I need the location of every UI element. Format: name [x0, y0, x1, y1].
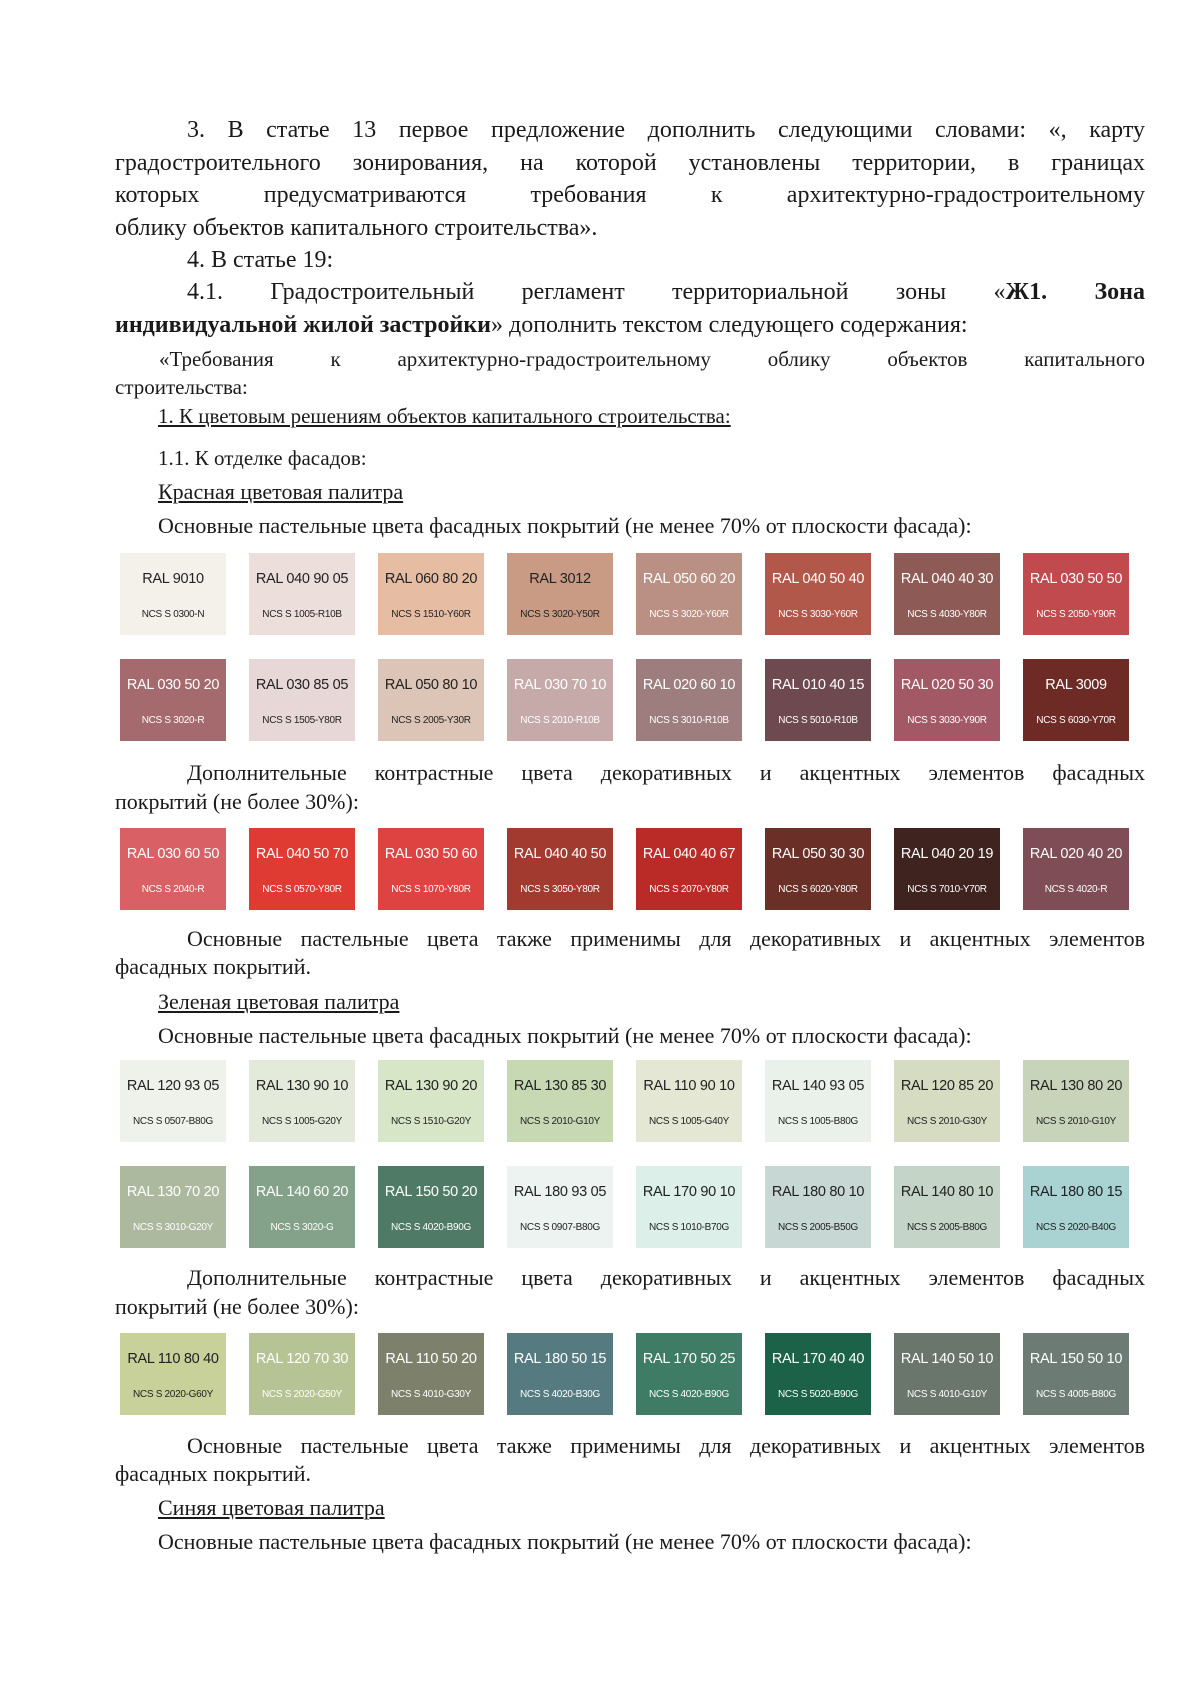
color-swatch	[1023, 659, 1129, 741]
paragraph-line: покрытий (не более 30%):	[115, 1294, 359, 1319]
ncs-code: NCS S 4020-B30G	[520, 1389, 600, 1400]
color-swatch	[894, 828, 1000, 910]
ncs-code: NCS S 1510-G20Y	[391, 1116, 471, 1127]
paragraph-line: Дополнительные контрастные цвета декоративных и акцентных элементов фасадных	[187, 1265, 1145, 1290]
ncs-code: NCS S 2010-G10Y	[520, 1116, 600, 1127]
ncs-code: NCS S 3050-Y80R	[520, 884, 600, 895]
ral-code: RAL 170 90 10	[642, 1184, 736, 1200]
paragraph-line: облику объектов капитального строительства».	[115, 215, 598, 241]
color-swatch	[894, 1333, 1000, 1415]
paragraph-line: 3. В статье 13 первое предложение дополнить следующими словами: «, карту	[187, 117, 1145, 143]
color-swatch	[378, 1333, 484, 1415]
ral-code: RAL 050 60 20	[642, 571, 736, 587]
ral-code: RAL 040 40 30	[900, 571, 994, 587]
ral-code: RAL 110 90 10	[643, 1078, 735, 1094]
color-swatch	[1023, 1166, 1129, 1248]
ral-code: RAL 170 50 25	[642, 1351, 736, 1367]
color-swatch	[249, 1333, 355, 1415]
green-main-palette-row-1	[120, 1060, 1140, 1142]
paragraph-line: Основные пастельные цвета фасадных покрытий (не менее 70% от плоскости фасада):	[158, 1529, 972, 1554]
ral-code: RAL 9010	[142, 571, 204, 587]
ral-code: RAL 040 90 05	[255, 571, 349, 587]
paragraph-line: градостроительного зонирования, на которой установлены территории, в границах	[115, 150, 1145, 176]
ncs-code: NCS S 1010-B70G	[649, 1222, 729, 1233]
text-run: » дополнить текстом следующего содержания:	[491, 312, 968, 338]
ncs-code: NCS S 6020-Y80R	[778, 884, 858, 895]
color-swatch	[507, 659, 613, 741]
color-swatch	[249, 1060, 355, 1142]
ral-code: RAL 040 20 19	[900, 846, 994, 862]
ncs-code: NCS S 2070-Y80R	[649, 884, 729, 895]
ncs-code: NCS S 3010-R10B	[649, 715, 729, 726]
paragraph-line: покрытий (не более 30%):	[115, 789, 359, 814]
ral-code: RAL 170 40 40	[771, 1351, 865, 1367]
ral-code: RAL 120 70 30	[255, 1351, 349, 1367]
color-swatch	[894, 1166, 1000, 1248]
ncs-code: NCS S 2020-G60Y	[133, 1389, 213, 1400]
ral-code: RAL 040 50 70	[255, 846, 349, 862]
paragraph-line: которых предусматриваются требования к архитектурно-градостроительному	[115, 182, 1145, 208]
ncs-code: NCS S 3030-Y60R	[778, 609, 858, 620]
ral-code: RAL 050 80 10	[384, 677, 478, 693]
ral-code: RAL 040 40 50	[513, 846, 607, 862]
ral-code: RAL 040 40 67	[642, 846, 736, 862]
ral-code: RAL 050 30 30	[771, 846, 865, 862]
ral-code: RAL 030 70 10	[513, 677, 607, 693]
paragraph-line: строительства:	[115, 375, 248, 399]
palette-title-blue: Синяя цветовая палитра	[158, 1495, 385, 1520]
ncs-code: NCS S 1505-Y80R	[262, 715, 342, 726]
color-swatch	[894, 1060, 1000, 1142]
ncs-code: NCS S 3020-R	[141, 715, 205, 726]
ncs-code: NCS S 3010-G20Y	[133, 1222, 213, 1233]
ral-code: RAL 120 93 05	[126, 1078, 220, 1094]
ncs-code: NCS S 3020-Y60R	[649, 609, 729, 620]
ncs-code: NCS S 4030-Y80R	[907, 609, 987, 620]
ncs-code: NCS S 2050-Y90R	[1036, 609, 1116, 620]
ral-code: RAL 030 85 05	[255, 677, 349, 693]
ral-code: RAL 030 50 50	[1029, 571, 1123, 587]
paragraph-line: Основные пастельные цвета фасадных покрытий (не менее 70% от плоскости фасада):	[158, 513, 972, 538]
ncs-code: NCS S 4005-B80G	[1036, 1389, 1116, 1400]
color-swatch	[636, 659, 742, 741]
red-accent-palette-row	[120, 828, 1140, 910]
color-swatch	[765, 828, 871, 910]
color-swatch	[120, 553, 226, 635]
color-swatch	[1023, 828, 1129, 910]
ncs-code: NCS S 2020-G50Y	[262, 1389, 342, 1400]
ral-code: RAL 040 50 40	[771, 571, 865, 587]
color-swatch	[120, 1060, 226, 1142]
ral-code: RAL 030 60 50	[126, 846, 220, 862]
color-swatch	[636, 553, 742, 635]
color-swatch	[249, 1166, 355, 1248]
ral-code: RAL 140 93 05	[771, 1078, 865, 1094]
ncs-code: NCS S 2005-Y30R	[391, 715, 471, 726]
ncs-code: NCS S 1070-Y80R	[391, 884, 471, 895]
subsection-heading: 1.1. К отделке фасадов:	[158, 446, 367, 470]
color-swatch	[378, 828, 484, 910]
ncs-code: NCS S 6030-Y70R	[1036, 715, 1116, 726]
ral-code: RAL 180 93 05	[513, 1184, 607, 1200]
ncs-code: NCS S 0570-Y80R	[262, 884, 342, 895]
color-swatch	[507, 1060, 613, 1142]
ral-code: RAL 140 50 10	[900, 1351, 994, 1367]
ncs-code: NCS S 2010-G30Y	[907, 1116, 987, 1127]
ncs-code: NCS S 1005-B80G	[778, 1116, 858, 1127]
ncs-code: NCS S 2020-B40G	[1036, 1222, 1116, 1233]
color-swatch	[249, 553, 355, 635]
color-swatch	[765, 553, 871, 635]
paragraph-line: фасадных покрытий.	[115, 1461, 311, 1486]
ral-code: RAL 130 90 20	[384, 1078, 478, 1094]
ral-code: RAL 020 40 20	[1029, 846, 1123, 862]
color-swatch	[765, 1333, 871, 1415]
paragraph-line: «Требования к архитектурно-градостроительному облику объектов капитального	[159, 347, 1145, 371]
paragraph-line	[115, 276, 1145, 308]
ncs-code: NCS S 2005-B50G	[778, 1222, 858, 1233]
ral-code: RAL 130 80 20	[1029, 1078, 1123, 1094]
ral-code: RAL 140 60 20	[255, 1184, 349, 1200]
ral-code: RAL 030 50 60	[384, 846, 478, 862]
color-swatch	[249, 828, 355, 910]
color-swatch	[765, 1166, 871, 1248]
color-swatch	[507, 1333, 613, 1415]
color-swatch	[378, 553, 484, 635]
ral-code: RAL 3012	[529, 571, 591, 587]
ncs-code: NCS S 3030-Y90R	[907, 715, 987, 726]
color-swatch	[378, 659, 484, 741]
ncs-code: NCS S 2040-R	[141, 884, 205, 895]
color-swatch	[378, 1060, 484, 1142]
ral-code: RAL 130 70 20	[126, 1184, 220, 1200]
ncs-code: NCS S 0907-B80G	[520, 1222, 600, 1233]
color-swatch	[120, 828, 226, 910]
ral-code: RAL 110 80 40	[127, 1351, 219, 1367]
ral-code: RAL 020 50 30	[900, 677, 994, 693]
text-run: 4.1. Градостроительный регламент территориальной зоны «	[187, 279, 1006, 305]
ral-code: RAL 130 85 30	[513, 1078, 607, 1094]
ncs-code: NCS S 5010-R10B	[778, 715, 858, 726]
ral-code: RAL 140 80 10	[900, 1184, 994, 1200]
ncs-code: NCS S 0300-N	[141, 609, 205, 620]
color-swatch	[765, 659, 871, 741]
palette-title-red: Красная цветовая палитра	[158, 479, 404, 504]
red-main-palette-row-1	[120, 553, 1140, 635]
ncs-code: NCS S 1005-R10B	[262, 609, 342, 620]
color-swatch	[636, 1166, 742, 1248]
color-swatch	[507, 828, 613, 910]
ncs-code: NCS S 3020-G	[270, 1222, 334, 1233]
section-heading: 1. К цветовым решениям объектов капитального строительства:	[158, 404, 731, 428]
color-swatch	[636, 1060, 742, 1142]
ncs-code: NCS S 1005-G40Y	[649, 1116, 729, 1127]
ral-code: RAL 010 40 15	[771, 677, 865, 693]
ncs-code: NCS S 7010-Y70R	[907, 884, 987, 895]
zone-name-bold: индивидуальной жилой застройки	[115, 312, 491, 338]
green-accent-palette-row	[120, 1333, 1140, 1415]
color-swatch	[120, 1333, 226, 1415]
color-swatch	[636, 1333, 742, 1415]
ral-code: RAL 120 85 20	[900, 1078, 994, 1094]
color-swatch	[507, 553, 613, 635]
ral-code: RAL 180 80 15	[1029, 1184, 1123, 1200]
ral-code: RAL 150 50 20	[384, 1184, 478, 1200]
color-swatch	[636, 828, 742, 910]
ncs-code: NCS S 2010-G10Y	[1036, 1116, 1116, 1127]
color-swatch	[378, 1166, 484, 1248]
color-swatch	[765, 1060, 871, 1142]
ral-code: RAL 180 50 15	[513, 1351, 607, 1367]
paragraph-line: Дополнительные контрастные цвета декоративных и акцентных элементов фасадных	[187, 760, 1145, 785]
ncs-code: NCS S 1510-Y60R	[391, 609, 471, 620]
ral-code: RAL 180 80 10	[771, 1184, 865, 1200]
ral-code: RAL 150 50 10	[1029, 1351, 1123, 1367]
color-swatch	[507, 1166, 613, 1248]
paragraph-line	[115, 309, 1145, 341]
ncs-code: NCS S 4020-R	[1044, 884, 1108, 895]
palette-title-green: Зеленая цветовая палитра	[158, 989, 400, 1014]
ral-code: RAL 3009	[1045, 677, 1107, 693]
ral-code: RAL 130 90 10	[255, 1078, 349, 1094]
paragraph-line: 4. В статье 19:	[187, 247, 334, 273]
ncs-code: NCS S 4010-G10Y	[907, 1389, 987, 1400]
color-swatch	[1023, 1060, 1129, 1142]
color-swatch	[120, 659, 226, 741]
zone-name-bold: Ж1. Зона	[1005, 279, 1145, 305]
color-swatch	[249, 659, 355, 741]
ral-code: RAL 020 60 10	[642, 677, 736, 693]
paragraph-line: Основные пастельные цвета также применимы для декоративных и акцентных элементов	[187, 926, 1145, 951]
color-swatch	[1023, 553, 1129, 635]
color-swatch	[1023, 1333, 1129, 1415]
ncs-code: NCS S 2005-B80G	[907, 1222, 987, 1233]
ncs-code: NCS S 1005-G20Y	[262, 1116, 342, 1127]
color-swatch	[894, 659, 1000, 741]
paragraph-line: фасадных покрытий.	[115, 954, 311, 979]
ncs-code: NCS S 3020-Y50R	[520, 609, 600, 620]
red-main-palette-row-2	[120, 659, 1140, 741]
ncs-code: NCS S 4010-G30Y	[391, 1389, 471, 1400]
ncs-code: NCS S 5020-B90G	[778, 1389, 858, 1400]
green-main-palette-row-2	[120, 1166, 1140, 1248]
color-swatch	[894, 553, 1000, 635]
paragraph-line: Основные пастельные цвета фасадных покрытий (не менее 70% от плоскости фасада):	[158, 1023, 972, 1048]
ral-code: RAL 030 50 20	[126, 677, 220, 693]
ncs-code: NCS S 4020-B90G	[391, 1222, 471, 1233]
ncs-code: NCS S 0507-B80G	[133, 1116, 213, 1127]
ncs-code: NCS S 4020-B90G	[649, 1389, 729, 1400]
ral-code: RAL 110 50 20	[385, 1351, 477, 1367]
paragraph-line: Основные пастельные цвета также применимы для декоративных и акцентных элементов	[187, 1433, 1145, 1458]
color-swatch	[120, 1166, 226, 1248]
ncs-code: NCS S 2010-R10B	[520, 715, 600, 726]
ral-code: RAL 060 80 20	[384, 571, 478, 587]
